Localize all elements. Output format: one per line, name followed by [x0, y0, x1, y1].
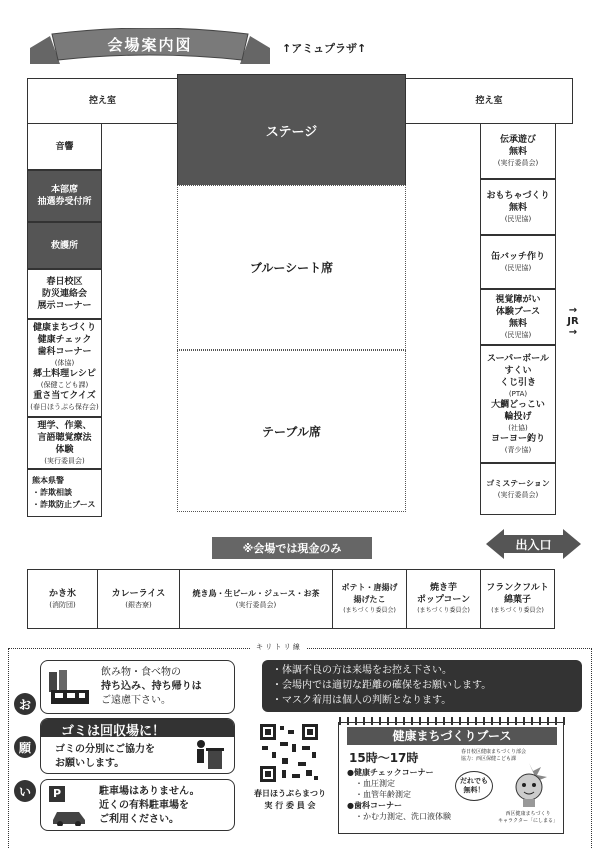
booth-org-note: 春日校区健康まちづくり部会 協力：西区保健こども課 [461, 749, 526, 762]
free-bubble-text: だれでも 無料！ [460, 777, 488, 794]
parking-line2: 近くの有料駐車場を [99, 800, 189, 811]
health-booth-card [338, 722, 564, 834]
food-drink-icon [47, 668, 93, 708]
garbage-line1: ゴミの分別にご協力を [55, 744, 155, 755]
booth-org: (社協) [508, 424, 528, 432]
right-booth-garbage-station [480, 463, 556, 515]
stall-name: かき氷 [48, 589, 76, 599]
booth-name: 理学、作業、 言語聴覚療法 体験 [37, 421, 92, 455]
stall-org: (まちづくり委員会) [491, 607, 544, 614]
trash-bin-icon [191, 737, 227, 773]
cash-only-text: ※会場では現金のみ [242, 542, 342, 555]
left-booth-health-group [27, 319, 102, 417]
booth-name: ゴミステーション [486, 479, 550, 488]
right-booth-toy-making [480, 179, 556, 235]
booth-name: 健康まちづくり 健康チェック 歯科コーナー [33, 323, 96, 357]
food-stall [481, 570, 554, 628]
stall-name: ポテト・唐揚げ 揚げたこ [341, 583, 398, 604]
food-notice-line3: ご遠慮下さい。 [101, 695, 171, 706]
parking-line1: 駐車場はありません。 [99, 786, 200, 797]
food-stall-row [27, 569, 555, 629]
garbage-line2: お願いします。 [55, 758, 125, 769]
booth-org: (保健こども課) [40, 381, 89, 389]
right-booth-badge-making [480, 235, 556, 289]
booth-org: (実行委員会) [497, 159, 539, 167]
right-booth-visual-impairment [480, 289, 556, 345]
stall-org: (まちづくり委員会) [417, 607, 470, 614]
stall-name: カレーライス [111, 589, 166, 599]
booth-name: 大鯛どっこい 輪投げ [491, 400, 545, 422]
food-notice-line2: 持ち込み、持ち帰りは [101, 681, 202, 692]
stage-label: ステージ [265, 124, 318, 140]
booth-item1: ●健康チェックコーナー [347, 768, 434, 777]
left-waiting-label: 控え室 [88, 96, 116, 106]
cut-line-right [591, 648, 592, 848]
food-stall [98, 570, 180, 628]
blue-sheet-label: ブルーシート席 [249, 261, 334, 275]
request-char-negai [14, 736, 36, 758]
booth-name: 伝承遊び 無料 [499, 135, 536, 157]
cut-line-left [8, 648, 9, 848]
stage [177, 74, 406, 186]
stall-name: 焼き芋 ポップコーン [416, 583, 471, 605]
booth-name: 本部席 抽選券受付所 [37, 185, 92, 207]
booth-item1a: ・血圧測定 [355, 779, 395, 788]
booth-name: 救護所 [50, 240, 78, 251]
booth-org: (青少協) [504, 446, 532, 454]
food-notice-line1: 飲み物・食べ物の [101, 667, 181, 678]
parking-notice [40, 779, 235, 831]
stall-org: (銀杏寮) [125, 601, 152, 609]
table-seats-label: テーブル席 [262, 424, 321, 439]
blue-sheet-seating [177, 185, 406, 350]
booth-name: 熊本県警 ・詐欺相談 ・詐欺防止ブース [32, 476, 96, 509]
committee-line1: 春日ほうぷらまつり [254, 789, 326, 798]
cash-only-notice [212, 537, 372, 559]
health-notes [262, 660, 582, 712]
left-booth-police [27, 469, 102, 517]
right-booth-traditional-games [480, 123, 556, 179]
request-char-o [14, 693, 36, 715]
right-booth-games-group [480, 345, 556, 463]
food-stall [180, 570, 333, 628]
stall-org: (実行委員会) [235, 601, 277, 609]
mascot-nishimaru-icon [507, 763, 551, 809]
booth-name: 音響 [55, 141, 74, 152]
left-waiting-room [27, 78, 178, 124]
booth-item2: ●歯科コーナー [347, 801, 402, 810]
food-stall [28, 570, 98, 628]
request-char: い [18, 784, 31, 799]
booth-title: 健康まちづくりブース [347, 727, 557, 745]
booth-org: (実行委員会) [44, 457, 85, 465]
booth-org: (PTA) [508, 390, 528, 398]
direction-amu-plaza: ↑アミュプラザ↑ [282, 42, 367, 55]
free-bubble [455, 771, 493, 801]
garbage-title: ゴミは回収場に！ [41, 719, 234, 737]
booth-name: ヨーヨー釣り [490, 434, 545, 444]
parking-line3: ご利用ください。 [99, 814, 179, 825]
health-note: ・体調不良の方は来場をお控え下さい。 [272, 665, 452, 676]
exit-label: 出入口 [515, 538, 552, 552]
qr-code-icon [258, 722, 320, 784]
booth-org: (春日ほうぷら保存会) [30, 403, 99, 411]
stall-org: (消防団) [49, 601, 76, 609]
direction-jr [563, 305, 583, 338]
booth-name: おもちゃづくり 無料 [486, 191, 550, 213]
booth-org: (実行委員会) [497, 491, 539, 499]
right-waiting-room [405, 78, 573, 124]
garbage-notice [40, 718, 235, 774]
request-char: 願 [18, 740, 31, 755]
booth-org: (民児協) [504, 331, 532, 339]
booth-name: 視覚障がい 体験ブース 無料 [495, 295, 541, 329]
cut-line-label: キ リ ト リ 線 [250, 642, 306, 652]
title-banner [30, 28, 270, 68]
jr-arrow-top: → [568, 305, 578, 316]
booth-name: 郷土料理レシピ [33, 369, 96, 379]
booth-name: 春日校区 防災連絡会 展示コーナー [37, 277, 92, 311]
request-char-i [14, 780, 36, 802]
car-icon [51, 806, 87, 826]
right-waiting-label: 控え室 [475, 96, 503, 106]
booth-item2a: ・かむ力測定、洗口液体験 [355, 812, 451, 821]
food-notice [40, 660, 235, 714]
booth-org: (民児協) [504, 264, 532, 272]
committee-name [250, 788, 330, 812]
food-stall [407, 570, 481, 628]
left-booth-first-aid [27, 222, 102, 269]
notebook-rings [339, 717, 565, 725]
map-title: 会場案内図 [107, 36, 193, 54]
booth-org: (体協) [54, 359, 75, 367]
qr-code [258, 722, 320, 784]
jr-label: JR [567, 316, 579, 327]
booth-name: スーパーボール すくい くじ引き [487, 354, 549, 388]
booth-item1b: ・血管年齢測定 [355, 790, 411, 799]
table-seating [177, 350, 406, 512]
mascot-caption: 西区健康まちづくり キャラクター「にしまる」 [498, 811, 558, 824]
committee-line2: 実 行 委 員 会 [264, 801, 316, 810]
request-char: お [18, 697, 31, 712]
left-booth-disaster [27, 269, 102, 319]
booth-name: 重さ当てクイズ [33, 391, 96, 401]
left-booth-sound [27, 123, 102, 170]
stall-name: 焼き鳥・生ビール・ジュース・お茶 [192, 589, 320, 598]
food-stall [333, 570, 407, 628]
exit-sign [486, 529, 581, 559]
health-note: ・会場内では適切な距離の確保をお願いします。 [272, 680, 492, 691]
booth-name: 缶バッチ作り [490, 252, 545, 262]
stall-org: (まちづくり委員会) [343, 607, 396, 614]
health-note: ・マスク着用は個人の判断となります。 [272, 695, 452, 706]
booth-time: 15時～17時 [349, 751, 419, 765]
left-booth-therapy [27, 417, 102, 469]
booth-org: (民児協) [504, 215, 532, 223]
parking-icon: P [49, 786, 65, 802]
left-booth-headquarters [27, 170, 102, 222]
stall-name: フランクフルト 綿菓子 [486, 583, 549, 605]
jr-arrow-bottom: → [568, 327, 578, 338]
